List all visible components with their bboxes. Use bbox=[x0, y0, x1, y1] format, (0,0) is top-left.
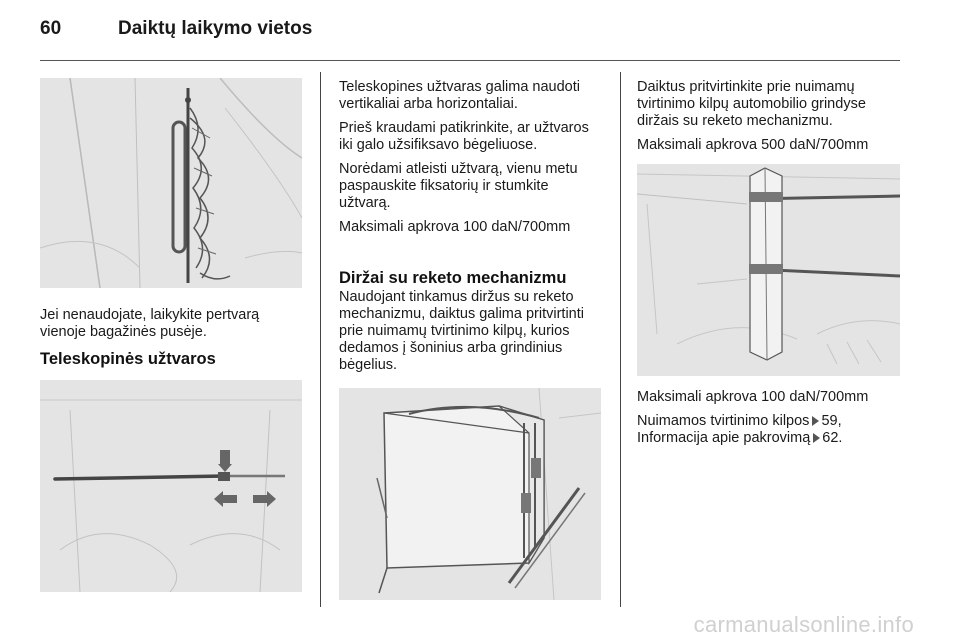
partition-net-illustration bbox=[40, 78, 302, 288]
reference-arrow-icon bbox=[812, 416, 819, 426]
column-3-text-top bbox=[637, 79, 905, 161]
ref-loading-info-text: Informacija apie pakrovimą bbox=[637, 430, 811, 446]
straps-text-block bbox=[339, 289, 607, 381]
side-max-load-text: Maksimali apkrova 100 daN/700mm bbox=[637, 389, 869, 405]
column-3-text-bottom bbox=[637, 389, 905, 454]
straps-heading: Diržai su reketo mechanizmu bbox=[339, 269, 567, 287]
column-2-text bbox=[339, 79, 604, 243]
telescopic-check-text: Prieš kraudami patikrinkite, ar užtvaros iki galo užsifiksavo bėgeliuose. bbox=[339, 120, 589, 153]
cross-references bbox=[637, 413, 905, 447]
page-number: 60 bbox=[40, 18, 62, 39]
telescopic-bar-illustration bbox=[40, 380, 302, 592]
cargo-area-straps-illustration bbox=[637, 164, 900, 376]
column-divider-2 bbox=[620, 72, 621, 607]
floor-max-load-text: Maksimali apkrova 500 daN/700mm bbox=[637, 137, 869, 153]
header-rule bbox=[40, 60, 900, 61]
column-divider-1 bbox=[320, 72, 321, 607]
telescopic-release-text: Norėdami atleisti užtvarą, vienu metu paspauskite fiksatorių ir stumkite užtvarą. bbox=[339, 161, 578, 211]
ratchet-strap-illustration bbox=[339, 388, 601, 600]
ref-removable-loops-text: Nuimamos tvirtinimo kilpos bbox=[637, 413, 810, 429]
floor-fastening-text: Daiktus pritvirtinkite prie nuimamų tvirtinimo kilpų automobilio grindyse diržais su reketo mechanizmu. bbox=[637, 79, 866, 129]
telescopic-heading: Teleskopinės užtvaros bbox=[40, 350, 216, 368]
telescopic-usage-text: Teleskopines užtvaras galima naudoti vertikaliai arba horizontaliai. bbox=[339, 79, 580, 112]
page-header bbox=[40, 18, 312, 48]
ref-removable-loops-page[interactable]: 59, bbox=[821, 413, 842, 429]
chapter-title: Daiktų laikymo vietos bbox=[118, 18, 313, 39]
watermark: carmanualsonline.info bbox=[693, 612, 914, 637]
telescopic-max-load-text: Maksimali apkrova 100 daN/700mm bbox=[339, 219, 571, 235]
ref-loading-info-page[interactable]: 62. bbox=[822, 430, 843, 446]
reference-arrow-icon bbox=[813, 433, 820, 443]
straps-text: Naudojant tinkamus diržus su reketo mechanizmu, daiktus galima pritvirtinti prie nuimamų tvirtinimo kilpų, kurios dedamos į šoninius arba grindinius bėgelius. bbox=[339, 289, 584, 373]
partition-caption-block bbox=[40, 307, 305, 348]
partition-caption: Jei nenaudojate, laikykite pertvarą vienoje bagažinės pusėje. bbox=[40, 307, 260, 340]
